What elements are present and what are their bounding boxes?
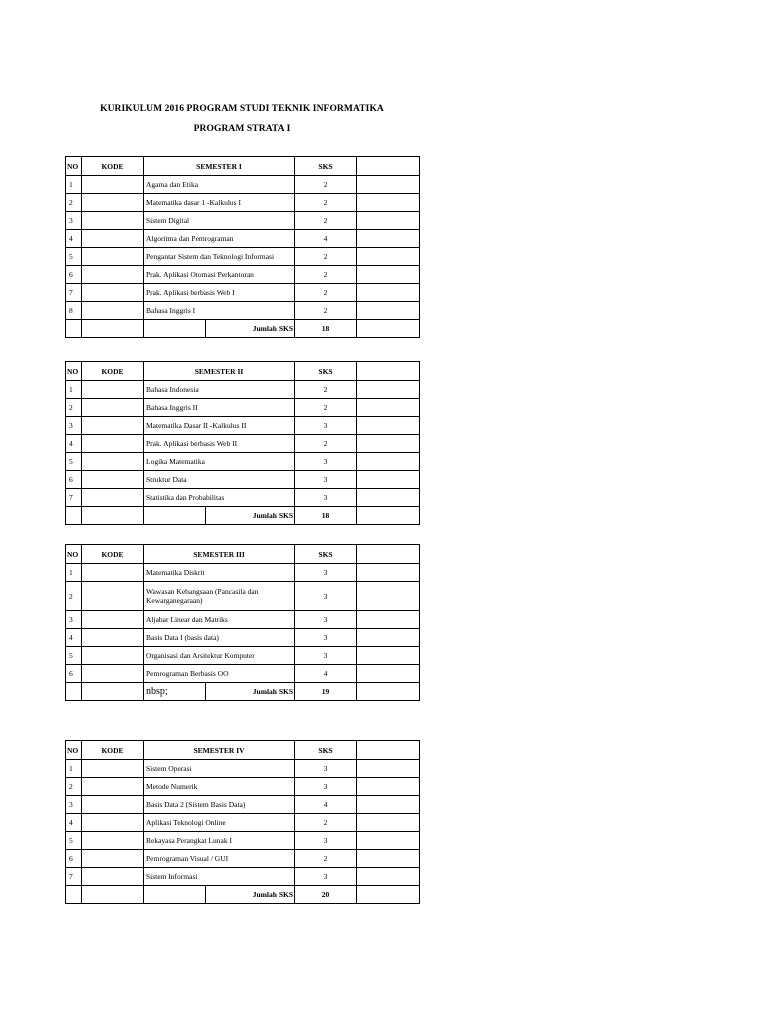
course-sks: 2: [295, 302, 357, 320]
course-extra: [357, 611, 420, 629]
course-name: Statistika dan Probabilitas: [144, 489, 295, 507]
header-kode: KODE: [82, 157, 144, 176]
course-name: Matematika dasar 1 -Kalkulus I: [144, 194, 295, 212]
course-kode: [82, 850, 144, 868]
table-row: [66, 796, 420, 814]
total-empty: [357, 507, 420, 525]
course-kode: [82, 453, 144, 471]
header-no: NO: [66, 362, 82, 381]
header-semester-name: SEMESTER II: [144, 362, 295, 381]
course-kode: [82, 212, 144, 230]
course-kode: [82, 230, 144, 248]
total-row: [66, 507, 420, 525]
course-sks: 3: [295, 832, 357, 850]
course-no: 1: [66, 176, 82, 194]
table-row: [66, 230, 420, 248]
total-row: [66, 320, 420, 338]
course-extra: [357, 194, 420, 212]
course-sks: 2: [295, 814, 357, 832]
course-sks: 2: [295, 381, 357, 399]
course-name: Aplikasi Teknologi Online: [144, 814, 295, 832]
course-kode: [82, 302, 144, 320]
header-sks: SKS: [295, 157, 357, 176]
header-kode: KODE: [82, 545, 144, 564]
course-sks: 2: [295, 850, 357, 868]
course-kode: [82, 611, 144, 629]
total-sks-value: 20: [295, 886, 357, 904]
course-kode: [82, 629, 144, 647]
course-sks: 2: [295, 284, 357, 302]
total-empty: [66, 507, 82, 525]
course-extra: [357, 266, 420, 284]
total-empty: [82, 683, 144, 701]
course-no: 4: [66, 629, 82, 647]
course-extra: [357, 850, 420, 868]
course-sks: 3: [295, 778, 357, 796]
course-extra: [357, 453, 420, 471]
total-row: [66, 683, 420, 701]
course-name: Pemrograman Berbasis OO: [144, 665, 295, 683]
course-extra: [357, 284, 420, 302]
course-name: Sistem Informasi: [144, 868, 295, 886]
table-row: [66, 832, 420, 850]
course-name: Bahasa Inggris II: [144, 399, 295, 417]
course-sks: 3: [295, 629, 357, 647]
course-kode: [82, 868, 144, 886]
table-row: [66, 381, 420, 399]
course-kode: [82, 435, 144, 453]
table-row: [66, 760, 420, 778]
header-empty: [357, 741, 420, 760]
course-sks: 2: [295, 248, 357, 266]
table-row: [66, 435, 420, 453]
total-empty: [66, 886, 82, 904]
course-name: Prak. Aplikasi Otomasi Perkantoran: [144, 266, 295, 284]
course-kode: [82, 796, 144, 814]
course-sks: 2: [295, 266, 357, 284]
course-extra: [357, 302, 420, 320]
course-name: Organisasi dan Arsitektur Komputer: [144, 647, 295, 665]
course-no: 3: [66, 796, 82, 814]
course-name: Matematika Diskrit: [144, 564, 295, 582]
table-row: [66, 284, 420, 302]
course-extra: [357, 489, 420, 507]
course-name: Aljabar Linear dan Matriks: [144, 611, 295, 629]
course-extra: [357, 381, 420, 399]
header-empty: [357, 545, 420, 564]
course-name: Algoritma dan Pemrograman: [144, 230, 295, 248]
header-kode: KODE: [82, 741, 144, 760]
semester-table: [65, 361, 420, 525]
course-name: Agama dan Etika: [144, 176, 295, 194]
table-row: [66, 453, 420, 471]
course-sks: 2: [295, 435, 357, 453]
course-name: Wawasan Kebangsaan (Pancasila dan Kewarganegaraan): [144, 582, 295, 611]
course-sks: 2: [295, 194, 357, 212]
table-row: [66, 778, 420, 796]
course-extra: [357, 868, 420, 886]
semester-table: [65, 156, 420, 338]
table-header-row: [66, 545, 420, 564]
course-extra: [357, 564, 420, 582]
course-extra: [357, 778, 420, 796]
course-extra: [357, 647, 420, 665]
course-name: Matematika Dasar II -Kalkulus II: [144, 417, 295, 435]
course-name: Sistem Digital: [144, 212, 295, 230]
course-name: Prak. Aplikasi berbasis Web I: [144, 284, 295, 302]
course-extra: [357, 665, 420, 683]
course-no: 5: [66, 832, 82, 850]
course-kode: [82, 760, 144, 778]
header-semester-name: SEMESTER IV: [144, 741, 295, 760]
course-extra: [357, 399, 420, 417]
course-no: 7: [66, 868, 82, 886]
course-no: 3: [66, 611, 82, 629]
header-no: NO: [66, 741, 82, 760]
course-no: 8: [66, 302, 82, 320]
table-row: [66, 212, 420, 230]
table-row: [66, 868, 420, 886]
course-no: 3: [66, 212, 82, 230]
document-subtitle: PROGRAM STRATA I: [193, 124, 291, 134]
course-kode: [82, 266, 144, 284]
header-no: NO: [66, 545, 82, 564]
semester-table: [65, 544, 420, 701]
total-label: Jumlah SKS: [206, 320, 295, 338]
course-name: Sistem Operasi: [144, 760, 295, 778]
course-extra: [357, 176, 420, 194]
total-empty: [357, 320, 420, 338]
course-sks: 4: [295, 665, 357, 683]
course-kode: [82, 471, 144, 489]
table-row: [66, 647, 420, 665]
table-row: [66, 248, 420, 266]
course-sks: 3: [295, 582, 357, 611]
total-sks-value: 18: [295, 320, 357, 338]
course-no: 1: [66, 381, 82, 399]
course-name: Basis Data I (basis data): [144, 629, 295, 647]
header-empty: [357, 157, 420, 176]
course-extra: [357, 814, 420, 832]
total-label: Jumlah SKS: [206, 507, 295, 525]
course-kode: [82, 176, 144, 194]
total-sks-value: 18: [295, 507, 357, 525]
course-no: 6: [66, 850, 82, 868]
course-sks: 3: [295, 453, 357, 471]
total-sks-value: 19: [295, 683, 357, 701]
header-sks: SKS: [295, 741, 357, 760]
table-row: [66, 176, 420, 194]
course-kode: [82, 284, 144, 302]
course-sks: 3: [295, 417, 357, 435]
course-no: 4: [66, 230, 82, 248]
course-extra: [357, 471, 420, 489]
course-sks: 3: [295, 611, 357, 629]
semester-table: [65, 740, 420, 904]
header-empty: [357, 362, 420, 381]
course-sks: 2: [295, 399, 357, 417]
course-sks: 3: [295, 489, 357, 507]
total-note: nbsp;: [144, 683, 206, 701]
total-row: [66, 886, 420, 904]
course-no: 6: [66, 266, 82, 284]
course-sks: 2: [295, 212, 357, 230]
course-sks: 3: [295, 760, 357, 778]
course-kode: [82, 399, 144, 417]
course-kode: [82, 832, 144, 850]
table-row: [66, 471, 420, 489]
course-no: 1: [66, 760, 82, 778]
course-extra: [357, 417, 420, 435]
course-sks: 3: [295, 564, 357, 582]
course-extra: [357, 760, 420, 778]
course-kode: [82, 417, 144, 435]
course-no: 7: [66, 284, 82, 302]
table-row: [66, 665, 420, 683]
table-row: [66, 814, 420, 832]
course-no: 4: [66, 814, 82, 832]
total-empty: [82, 320, 144, 338]
course-no: 4: [66, 435, 82, 453]
course-name: Struktur Data: [144, 471, 295, 489]
course-extra: [357, 435, 420, 453]
course-no: 5: [66, 248, 82, 266]
table-row: [66, 489, 420, 507]
course-no: 5: [66, 647, 82, 665]
course-no: 6: [66, 665, 82, 683]
course-name: Rekayasa Perangkat Lunak I: [144, 832, 295, 850]
course-sks: 3: [295, 647, 357, 665]
course-name: Prak. Aplikasi berbasis Web II: [144, 435, 295, 453]
course-no: 7: [66, 489, 82, 507]
total-label: Jumlah SKS: [206, 683, 295, 701]
course-kode: [82, 194, 144, 212]
course-extra: [357, 629, 420, 647]
course-extra: [357, 832, 420, 850]
course-no: 5: [66, 453, 82, 471]
total-empty: [357, 683, 420, 701]
total-note: [144, 507, 206, 525]
course-name: Metode Numerik: [144, 778, 295, 796]
header-kode: KODE: [82, 362, 144, 381]
course-kode: [82, 647, 144, 665]
course-no: 3: [66, 417, 82, 435]
table-row: [66, 582, 420, 611]
course-name: Pemrograman Visual / GUI: [144, 850, 295, 868]
course-extra: [357, 796, 420, 814]
table-row: [66, 564, 420, 582]
header-semester-name: SEMESTER III: [144, 545, 295, 564]
total-note: [144, 320, 206, 338]
document-title: KURIKULUM 2016 PROGRAM STUDI TEKNIK INFORMATIKA: [100, 104, 384, 114]
course-no: 2: [66, 582, 82, 611]
course-sks: 4: [295, 796, 357, 814]
table-row: [66, 302, 420, 320]
table-row: [66, 629, 420, 647]
table-row: [66, 417, 420, 435]
total-empty: [66, 683, 82, 701]
course-kode: [82, 665, 144, 683]
total-label: Jumlah SKS: [206, 886, 295, 904]
table-row: [66, 399, 420, 417]
table-header-row: [66, 362, 420, 381]
course-no: 1: [66, 564, 82, 582]
course-kode: [82, 582, 144, 611]
course-no: 2: [66, 399, 82, 417]
course-kode: [82, 248, 144, 266]
course-sks: 4: [295, 230, 357, 248]
table-row: [66, 611, 420, 629]
course-name: Logika Matematika: [144, 453, 295, 471]
course-no: 2: [66, 778, 82, 796]
course-no: 2: [66, 194, 82, 212]
header-no: NO: [66, 157, 82, 176]
table-row: [66, 194, 420, 212]
table-header-row: [66, 157, 420, 176]
header-sks: SKS: [295, 362, 357, 381]
course-sks: 2: [295, 176, 357, 194]
table-row: [66, 266, 420, 284]
course-kode: [82, 381, 144, 399]
course-kode: [82, 564, 144, 582]
course-name: Basis Data 2 (Sistem Basis Data): [144, 796, 295, 814]
total-empty: [66, 320, 82, 338]
course-kode: [82, 778, 144, 796]
course-sks: 3: [295, 471, 357, 489]
course-sks: 3: [295, 868, 357, 886]
header-semester-name: SEMESTER I: [144, 157, 295, 176]
header-sks: SKS: [295, 545, 357, 564]
course-name: Pengantar Sistem dan Teknologi Informasi: [144, 248, 295, 266]
course-name: Bahasa Indonesia: [144, 381, 295, 399]
total-empty: [357, 886, 420, 904]
course-extra: [357, 230, 420, 248]
table-row: [66, 850, 420, 868]
total-empty: [82, 507, 144, 525]
course-extra: [357, 212, 420, 230]
total-note: [144, 886, 206, 904]
table-header-row: [66, 741, 420, 760]
course-no: 6: [66, 471, 82, 489]
course-extra: [357, 582, 420, 611]
course-kode: [82, 814, 144, 832]
total-empty: [82, 886, 144, 904]
course-kode: [82, 489, 144, 507]
course-name: Bahasa Inggris I: [144, 302, 295, 320]
course-extra: [357, 248, 420, 266]
